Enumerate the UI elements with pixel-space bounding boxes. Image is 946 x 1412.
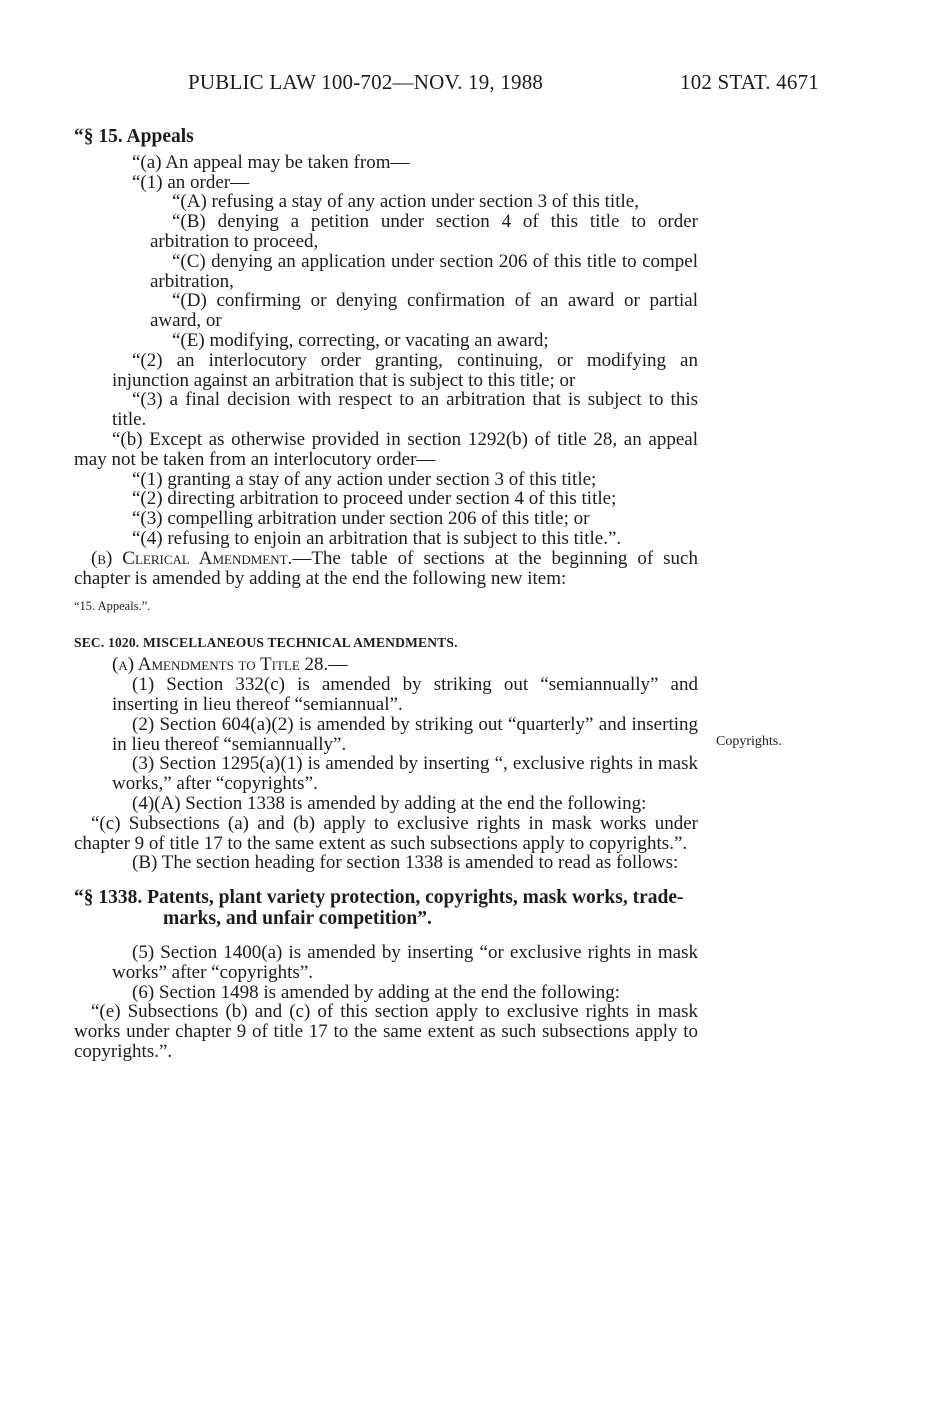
para-b4: “(4) refusing to enjoin an arbitration that is subject to this title.”. — [132, 527, 622, 549]
para-a: “(a) An appeal may be taken from— — [132, 151, 410, 173]
running-header-title: PUBLIC LAW 100-702—NOV. 19, 1988 — [188, 70, 544, 94]
clerical-amendment-label: (b) Clerical Amendment. — [91, 547, 293, 569]
para-3: (3) Section 1295(a)(1) is amended by inserting “, exclusive rights in mask works,” after “copyrights”. — [112, 753, 698, 795]
para-a1A: “(A) refusing a stay of any action under section 3 of this title, — [172, 191, 639, 213]
clerical-amendment-text: —The table of sections at the beginning of such chapter is amended by adding at the end the following new item: — [74, 547, 698, 589]
clerical-amendment — [74, 549, 698, 589]
para-a3: “(3) a final decision with respect to an arbitration that is subject to this title. — [112, 389, 698, 431]
para-b: “(b) Except as otherwise provided in section 1292(b) of title 28, an appeal may not be taken from an interlocutory order— — [74, 428, 698, 470]
margin-note: Copyrights. — [716, 734, 782, 749]
para-4B: (B) The section heading for section 1338 is amended to read as follows: — [132, 852, 679, 874]
quoted-subsection-c: “(c) Subsections (a) and (b) apply to exclusive rights in mask works under chapter 9 of title 17 to the same extent as such subsections apply to copyrights.”. — [74, 812, 698, 854]
para-5: (5) Section 1400(a) is amended by inserting “or exclusive rights in mask works” after “copyrights”. — [112, 942, 698, 983]
subsection-a-label: (a) Amendments to Title 28. — [112, 654, 329, 676]
para-a1B: “(B) denying a petition under section 4 of this title to order arbitration to proceed, — [150, 211, 698, 252]
para-a1C: “(C) denying an application under section 206 of this title to compel arbitration, — [150, 250, 698, 292]
quoted-subsection-e: “(e) Subsections (b) and (c) of this section apply to exclusive rights in mask works under chapter 9 of title 17 to the same extent as such subsections apply to copyrights.”. — [74, 1001, 698, 1063]
para-a1D: “(D) confirming or denying confirmation of an award or partial award, or — [150, 290, 698, 332]
para-b2: “(2) directing arbitration to proceed under section 4 of this title; — [132, 488, 617, 510]
para-b1: “(1) granting a stay of any action under section 3 of this title; — [132, 468, 597, 490]
para-2: (2) Section 604(a)(2) is amended by striking out “quarterly” and inserting in lieu thereof “semiannually”. — [112, 713, 698, 755]
para-4A: (4)(A) Section 1338 is amended by adding at the end the following: — [132, 792, 647, 814]
para-b3: “(3) compelling arbitration under section 206 of this title; or — [132, 508, 590, 530]
para-a2: “(2) an interlocutory order granting, continuing, or modifying an injunction against an arbitration that is subject to this title; or — [112, 349, 698, 391]
para-6: (6) Section 1498 is amended by adding at the end the following: — [132, 981, 621, 1003]
section-1020-heading: SEC. 1020. MISCELLANEOUS TECHNICAL AMENDMENTS. — [74, 635, 458, 651]
section-1338-heading: “§ 1338. Patents, plant variety protection, copyrights, mask works, trade-marks, and unfair competition”. — [74, 887, 684, 930]
section-15-block — [74, 127, 698, 1062]
para-a1E: “(E) modifying, correcting, or vacating an award; — [172, 329, 549, 351]
section-15-heading: “§ 15. Appeals — [74, 126, 194, 147]
statute-page-number: 102 STAT. 4671 — [680, 70, 819, 94]
subsection-a-heading — [74, 655, 698, 675]
table-item: “15. Appeals.”. — [74, 599, 151, 614]
para-1: (1) Section 332(c) is amended by striking out “semiannually” and inserting in lieu thereof “semiannual”. — [112, 674, 698, 715]
subsection-a-dash: — — [328, 654, 348, 676]
para-a1: “(1) an order— — [132, 171, 250, 193]
